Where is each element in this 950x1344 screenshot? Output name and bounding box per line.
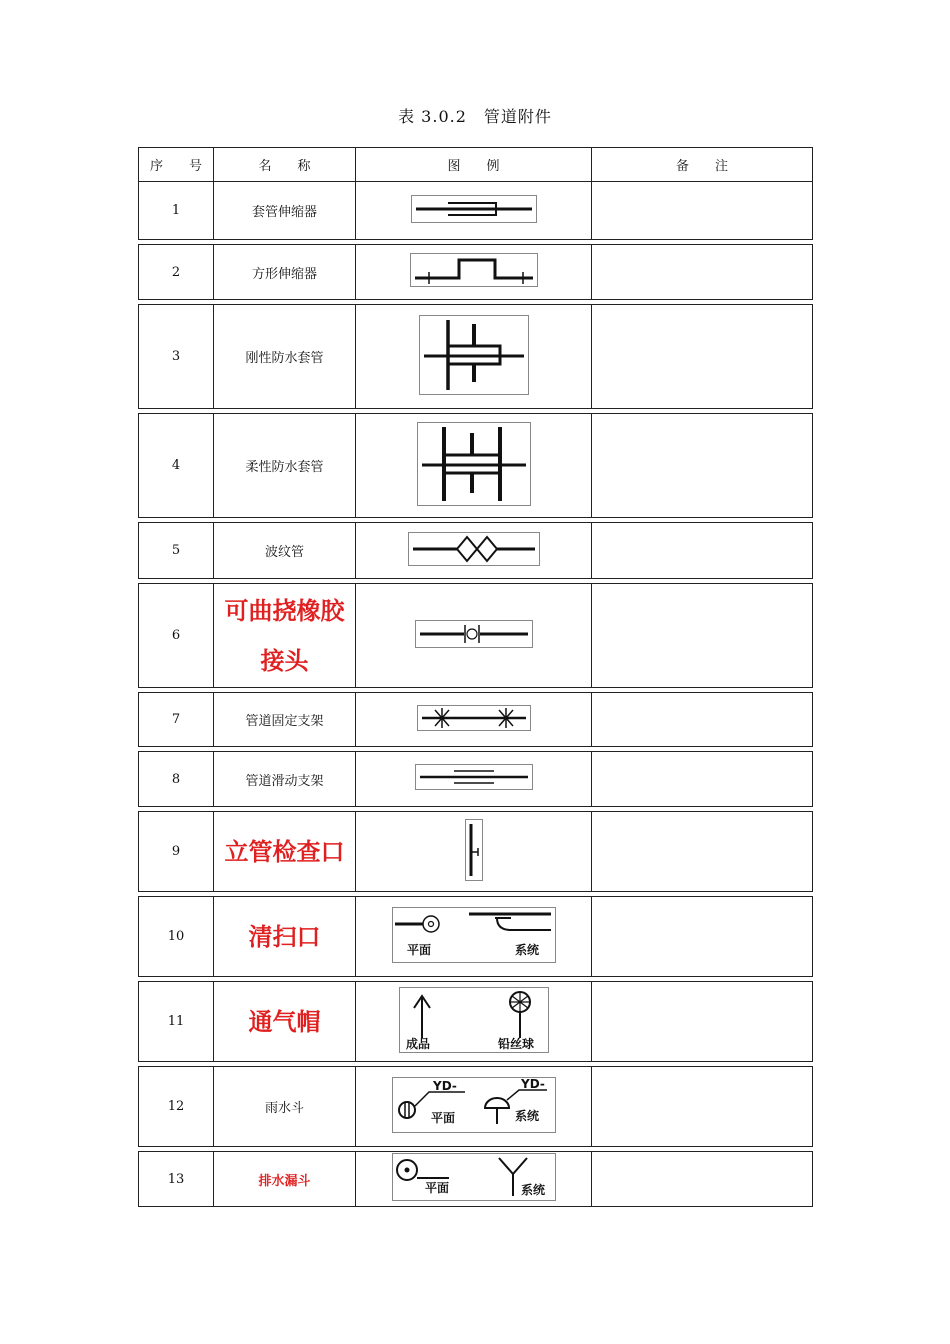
row-name: 管道滑动支架 bbox=[214, 752, 356, 807]
row-number: 4 bbox=[139, 414, 214, 518]
header-legend: 图 例 bbox=[356, 148, 592, 182]
row-name bbox=[214, 584, 356, 688]
rain-hopper-icon bbox=[392, 1077, 556, 1133]
table-row bbox=[139, 982, 813, 1062]
row-number: 5 bbox=[139, 523, 214, 579]
yd-tag-system: YD- bbox=[520, 1077, 545, 1091]
row-number: 8 bbox=[139, 752, 214, 807]
row-note bbox=[592, 1152, 813, 1207]
row-name: 波纹管 bbox=[214, 523, 356, 579]
row-note bbox=[592, 812, 813, 892]
flexible-rubber-joint-icon bbox=[415, 620, 533, 648]
table-row bbox=[139, 1067, 813, 1147]
row-number: 10 bbox=[139, 897, 214, 977]
system-label: 系统 bbox=[520, 1183, 545, 1197]
table-row bbox=[139, 182, 813, 240]
row-name bbox=[214, 982, 356, 1062]
row-name-highlight: 清扫口 bbox=[248, 922, 321, 951]
header-note: 备 注 bbox=[592, 148, 813, 182]
row-number: 1 bbox=[139, 182, 214, 240]
pipe-accessories-table bbox=[138, 147, 813, 1207]
row-name-highlight: 通气帽 bbox=[248, 1007, 321, 1036]
row-name bbox=[214, 897, 356, 977]
row-note bbox=[592, 584, 813, 688]
row-number: 7 bbox=[139, 693, 214, 747]
rigid-waterproof-sleeve-icon bbox=[419, 315, 529, 395]
sliding-support-icon bbox=[415, 764, 533, 790]
riser-inspection-opening-icon bbox=[465, 819, 483, 881]
row-note bbox=[592, 982, 813, 1062]
row-number: 9 bbox=[139, 812, 214, 892]
row-name-line-1: 可曲挠橡胶 bbox=[224, 596, 345, 625]
finished-product-label: 成品 bbox=[405, 1036, 430, 1051]
table-row bbox=[139, 414, 813, 518]
header-name: 名 称 bbox=[214, 148, 356, 182]
table-row bbox=[139, 1152, 813, 1207]
table-row bbox=[139, 523, 813, 579]
row-name: 雨水斗 bbox=[214, 1067, 356, 1147]
header-seq: 序 号 bbox=[139, 148, 214, 182]
system-label: 系统 bbox=[514, 942, 539, 957]
row-number: 11 bbox=[139, 982, 214, 1062]
row-name-highlight: 立管检查口 bbox=[224, 837, 345, 866]
row-name: 柔性防水套管 bbox=[214, 414, 356, 518]
row-number: 3 bbox=[139, 305, 214, 409]
row-number: 6 bbox=[139, 584, 214, 688]
table-row bbox=[139, 693, 813, 747]
row-number: 12 bbox=[139, 1067, 214, 1147]
row-name bbox=[214, 1152, 356, 1207]
row-note bbox=[592, 305, 813, 409]
row-name bbox=[214, 812, 356, 892]
row-note bbox=[592, 245, 813, 300]
row-note bbox=[592, 523, 813, 579]
row-note bbox=[592, 1067, 813, 1147]
row-name: 刚性防水套管 bbox=[214, 305, 356, 409]
system-label: 系统 bbox=[514, 1108, 539, 1123]
row-note bbox=[592, 693, 813, 747]
cleanout-icon bbox=[392, 907, 556, 963]
sleeve-expansion-joint-icon bbox=[411, 195, 537, 223]
row-number: 2 bbox=[139, 245, 214, 300]
row-note bbox=[592, 182, 813, 240]
flexible-waterproof-sleeve-icon bbox=[417, 422, 531, 506]
table-row bbox=[139, 752, 813, 807]
square-expansion-joint-icon bbox=[410, 253, 538, 287]
wire-ball-label: 铅丝球 bbox=[497, 1036, 534, 1051]
plan-label: 平面 bbox=[406, 942, 431, 957]
row-note bbox=[592, 414, 813, 518]
row-note bbox=[592, 752, 813, 807]
row-note bbox=[592, 897, 813, 977]
drain-funnel-icon bbox=[392, 1153, 556, 1201]
table-row bbox=[139, 584, 813, 688]
row-name-highlight: 排水漏斗 bbox=[258, 1173, 311, 1189]
table-row bbox=[139, 897, 813, 977]
row-number: 13 bbox=[139, 1152, 214, 1207]
header-row bbox=[139, 148, 813, 182]
plan-label: 平面 bbox=[424, 1181, 449, 1195]
table-title: 表 3.0.2 管道附件 bbox=[398, 107, 552, 126]
table-row bbox=[139, 305, 813, 409]
yd-tag-plan: YD- bbox=[432, 1078, 457, 1093]
fixed-support-icon bbox=[417, 705, 531, 731]
row-name: 管道固定支架 bbox=[214, 693, 356, 747]
table-row bbox=[139, 812, 813, 892]
table-row bbox=[139, 245, 813, 300]
plan-label: 平面 bbox=[430, 1110, 455, 1125]
row-name: 套管伸缩器 bbox=[214, 182, 356, 240]
row-name-line-2: 接头 bbox=[260, 646, 309, 675]
bellows-icon bbox=[408, 532, 540, 566]
row-name: 方形伸缩器 bbox=[214, 245, 356, 300]
vent-cap-icon bbox=[399, 987, 549, 1053]
